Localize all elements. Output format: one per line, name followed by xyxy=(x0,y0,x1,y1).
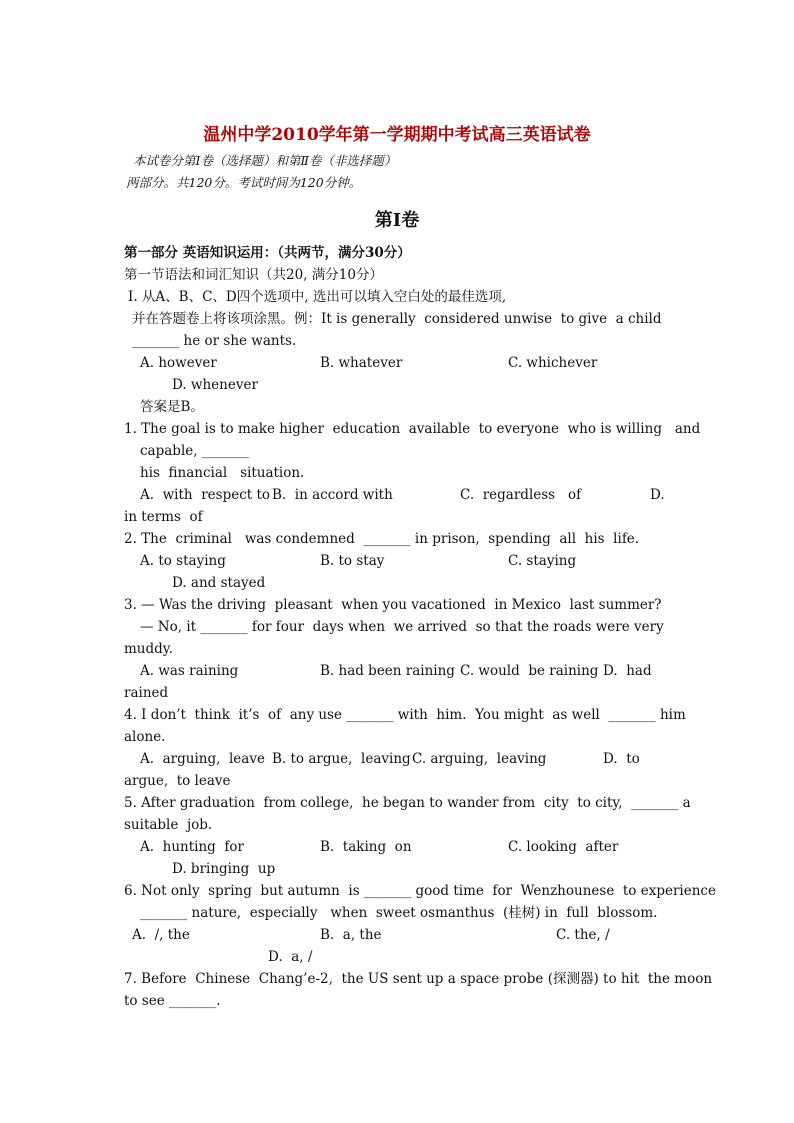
question-6-option-d: D. a, / xyxy=(268,949,313,965)
question-3-option-d-text: rained xyxy=(124,685,169,701)
question-6-option-c: C. the, / xyxy=(556,927,610,943)
question-6-line-2: _______ nature, especially when sweet osmanthus (桂树) in full blossom. xyxy=(140,905,658,921)
question-5-option-d: D. bringing up xyxy=(172,861,276,877)
instruction-line-1: Ⅰ. 从A、B、C、D四个选项中, 选出可以填入空白处的最佳选项, xyxy=(128,289,507,305)
question-4-option-c: C. arguing, leaving xyxy=(412,751,547,767)
question-1-option-d-text: in terms of xyxy=(124,509,203,525)
question-6-option-b: B. a, the xyxy=(320,927,382,943)
question-2-option-c: C. staying xyxy=(508,553,577,569)
question-1-option-b: B. in accord with xyxy=(272,487,393,503)
intro-line-2: 两部分。共120分。考试时间为120分钟。 xyxy=(126,175,362,190)
example-continuation: _______ he or she wants. xyxy=(132,333,297,349)
example-option-a: A. however xyxy=(140,355,217,371)
question-3-option-d: D. had xyxy=(603,663,652,679)
section-heading: 第一节语法和词汇知识（共20, 满分10分） xyxy=(124,267,383,283)
question-4-line-2: alone. xyxy=(124,729,166,745)
question-2-option-a: A. to staying xyxy=(140,553,226,569)
question-4-option-a: A. arguing, leave xyxy=(140,751,265,767)
intro-line-1: 本试卷分第Ⅰ卷（选择题）和第Ⅱ卷（非选择题） xyxy=(133,153,397,168)
question-1-line-1: 1. The goal is to make higher education available to everyone who is willing and xyxy=(124,421,701,437)
question-2-option-d: D. and stayed xyxy=(172,575,266,591)
instruction-line-2: 并在答题卷上将该项涂黑。例：It is generally considered unwise to give a child xyxy=(132,311,662,327)
question-3-option-c: C. would be raining xyxy=(460,663,599,679)
question-1-line-3: his financial situation. xyxy=(140,465,305,481)
question-4-line-1: 4. I don’t think it’s of any use _______ with him. You might as well _______ him xyxy=(124,707,686,723)
exam-title: 温州中学2010学年第一学期期中考试高三英语试卷 xyxy=(203,125,591,145)
question-4-option-b: B. to argue, leaving xyxy=(272,751,411,767)
volume-heading: 第Ⅰ卷 xyxy=(374,210,420,231)
question-2-option-b: B. to stay xyxy=(320,553,385,569)
part-heading: 第一部分 英语知识运用：（共两节，满分30分） xyxy=(124,245,411,261)
question-1-line-2: capable, _______ xyxy=(140,443,250,459)
question-3-line-1: 3. — Was the driving pleasant when you vacationed in Mexico last summer? xyxy=(124,597,662,613)
question-5-line-1: 5. After graduation from college, he began to wander from city to city, _______ a xyxy=(124,795,691,811)
question-4-option-d-text: argue, to leave xyxy=(124,773,231,789)
question-7-line-1: 7. Before Chinese Chang’e-2, the US sent up a space probe (探测器) to hit the moon xyxy=(124,971,713,987)
question-1-option-c: C. regardless of xyxy=(460,487,582,503)
question-5-line-2: suitable job. xyxy=(124,817,213,833)
example-option-d: D. whenever xyxy=(172,377,258,393)
example-answer: 答案是B。 xyxy=(140,399,204,415)
question-6-option-a: A. /, the xyxy=(132,927,190,943)
question-7-line-2: to see _______. xyxy=(124,993,221,1009)
question-3-option-b: B. had been raining xyxy=(320,663,455,679)
question-4-option-d: D. to xyxy=(603,751,640,767)
question-1-option-d: D. xyxy=(650,487,665,503)
question-1-option-a: A. with respect to xyxy=(140,487,271,503)
question-5-option-a: A. hunting for xyxy=(140,839,244,855)
example-option-b: B. whatever xyxy=(320,355,403,371)
question-5-option-c: C. looking after xyxy=(508,839,619,855)
question-5-option-b: B. taking on xyxy=(320,839,412,855)
question-3-option-a: A. was raining xyxy=(140,663,239,679)
question-6-line-1: 6. Not only spring but autumn is _______ good time for Wenzhounese to experience xyxy=(124,883,716,899)
question-2-line-1: 2. The criminal was condemned _______ in prison, spending all his life. xyxy=(124,531,640,547)
example-option-c: C. whichever xyxy=(508,355,598,371)
question-3-line-3: muddy. xyxy=(124,641,173,657)
question-3-line-2: — No, it _______ for four days when we arrived so that the roads were very xyxy=(140,619,664,635)
